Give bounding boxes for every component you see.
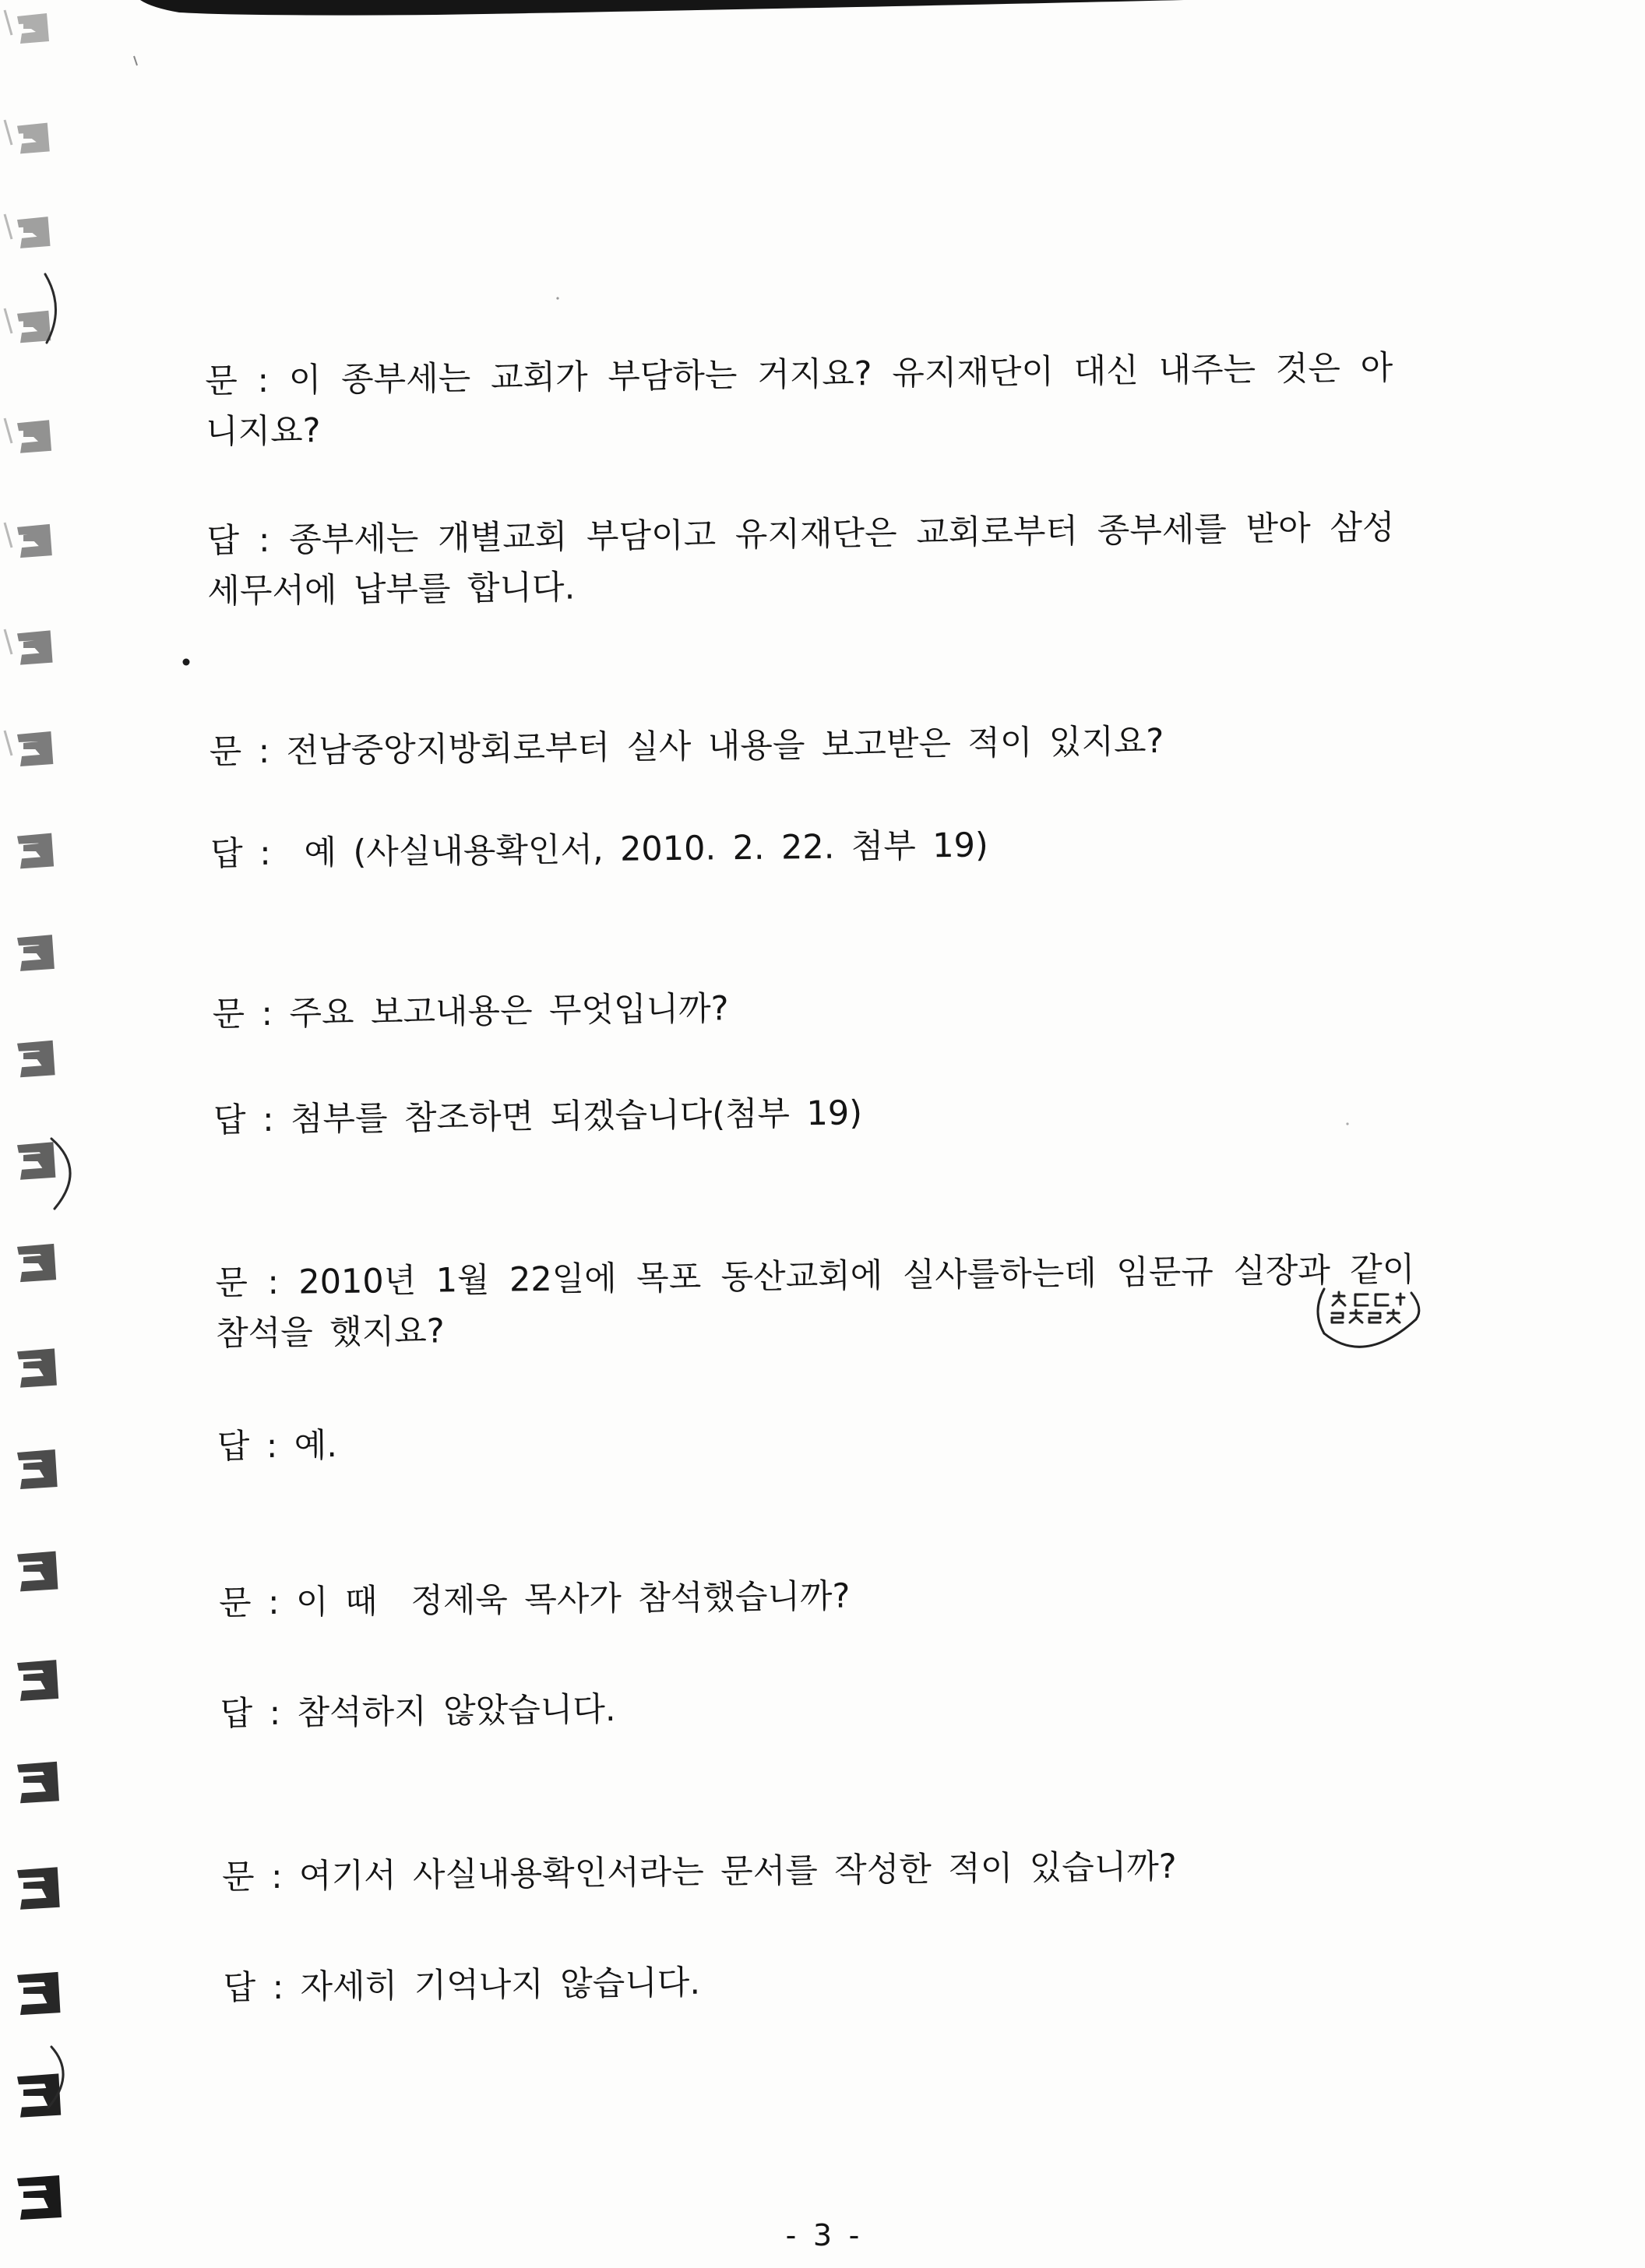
separator: : — [269, 1693, 281, 1733]
margin-curves — [45, 274, 70, 2108]
interrogation-record — [185, 320, 1443, 2040]
question-text: 이 종부세는 교회가 부담하는 거지요? 유지재단이 대신 내주는 것은 아 — [288, 348, 1393, 400]
answer-entry — [220, 1675, 1408, 1739]
binding-mark — [17, 1449, 58, 1489]
binding-mark — [17, 420, 51, 453]
answer-entry — [206, 502, 1395, 617]
binding-mark — [17, 833, 54, 869]
binding-mark — [17, 311, 51, 343]
binding-mark — [17, 1762, 59, 1804]
binding-mark — [17, 1867, 60, 1909]
binding-smudge — [5, 10, 12, 35]
answer-text: 세무서에 납부를 합니다. — [207, 568, 576, 611]
separator: : — [267, 1583, 280, 1622]
answer-label: 답 — [213, 1101, 246, 1140]
separator: : — [272, 1967, 284, 2007]
answer-label: 답 — [206, 521, 240, 561]
binding-mark — [17, 935, 55, 971]
speck — [556, 297, 558, 299]
question-label: 문 — [215, 1263, 248, 1303]
separator: : — [266, 1426, 278, 1466]
binding-mark — [17, 1348, 57, 1387]
answer-entry — [210, 815, 1399, 879]
question-entry — [215, 1245, 1415, 1359]
separator: : — [270, 1857, 283, 1896]
question-label: 문 — [205, 361, 238, 401]
question-text: 전남중앙지방회로부터 실사 내용을 보고받은 적이 있지요? — [286, 721, 1164, 771]
binding-smudge — [5, 120, 12, 145]
binding-mark — [17, 630, 53, 664]
binding-smudge — [5, 214, 12, 239]
answer-text: 첨부를 참조하면 되겠습니다(첨부 19) — [290, 1094, 863, 1139]
entry-line — [210, 815, 1399, 879]
question-label: 문 — [221, 1858, 255, 1897]
margin-curve — [45, 274, 56, 343]
separator: : — [259, 833, 271, 874]
answer-label: 답 — [223, 1968, 256, 2008]
answer-text: 예 (사실내용확인서, 2010. 2. 22. 첨부 19) — [287, 826, 989, 873]
answer-entry — [213, 1082, 1402, 1146]
separator: : — [261, 994, 273, 1034]
question-label: 문 — [218, 1583, 252, 1623]
answer-text: 예. — [294, 1425, 338, 1466]
answer-label: 답 — [217, 1427, 250, 1467]
binding-mark — [17, 1041, 55, 1078]
separator: : — [262, 1100, 274, 1140]
binding-mark — [17, 13, 49, 44]
binding-mark — [17, 1660, 58, 1701]
entry-line — [222, 1839, 1411, 1903]
question-label: 문 — [209, 732, 242, 772]
binding-mark — [17, 524, 52, 558]
answer-entry — [223, 1949, 1411, 2013]
binding-mark — [17, 123, 50, 154]
answer-label: 답 — [220, 1694, 253, 1734]
margin-curve — [48, 2047, 63, 2108]
question-text: 여기서 사실내용확인서라는 문서를 작성한 적이 있습니까? — [298, 1847, 1177, 1896]
entry-line — [220, 1675, 1408, 1739]
question-text: 2010년 1월 22일에 목포 동산교회에 실사를하는데 임문규 실장과 같이 — [298, 1250, 1415, 1302]
entry-line — [223, 1949, 1411, 2013]
page-number: - 3 - — [785, 2218, 860, 2252]
question-entry — [205, 343, 1393, 458]
binding-mark — [17, 2175, 62, 2220]
question-text: 참석을 했지요? — [215, 1312, 445, 1354]
question-entry — [219, 1565, 1407, 1629]
binding-smudge — [5, 308, 12, 333]
binding-smudge — [5, 731, 12, 755]
binding-mark — [17, 1972, 60, 2015]
question-text: 이 때 정제욱 목사가 참석했습니까? — [295, 1576, 851, 1622]
answer-text: 자세히 기억나지 않습니다. — [300, 1963, 701, 2007]
binding-mark — [17, 217, 51, 248]
entry-line — [219, 1565, 1407, 1629]
entry-line — [212, 976, 1400, 1040]
separator: : — [267, 1263, 280, 1302]
binding-smudge — [5, 629, 12, 654]
answer-entry — [217, 1408, 1405, 1472]
entry-line — [217, 1408, 1405, 1472]
separator: : — [257, 361, 269, 401]
entry-line — [213, 1082, 1402, 1146]
question-text: 주요 보고내용은 무엇입니까? — [289, 989, 729, 1034]
question-text: 니지요? — [205, 411, 321, 452]
binding-mark — [17, 1142, 55, 1179]
answer-label: 답 — [210, 834, 244, 874]
binding-mark — [17, 1551, 58, 1592]
binding-marks — [5, 10, 62, 2220]
entry-line — [209, 713, 1397, 777]
answer-text: 종부세는 개별교회 부담이고 유지재단은 교회로부터 종부세를 받아 삼성 — [288, 508, 1395, 560]
question-entry — [212, 976, 1400, 1040]
binding-smudge — [5, 523, 12, 548]
binding-mark — [17, 2073, 61, 2117]
speck — [134, 56, 137, 65]
separator: : — [258, 731, 270, 772]
question-entry — [209, 713, 1397, 777]
question-entry — [222, 1839, 1411, 1903]
answer-text: 참석하지 않았습니다. — [297, 1689, 616, 1733]
question-label: 문 — [212, 995, 245, 1034]
binding-mark — [17, 731, 53, 766]
binding-mark — [17, 1244, 56, 1282]
binding-smudge — [5, 418, 12, 443]
scanner-edge-shadow — [140, 0, 1184, 16]
margin-curve — [51, 1139, 70, 1209]
separator: : — [258, 520, 270, 561]
